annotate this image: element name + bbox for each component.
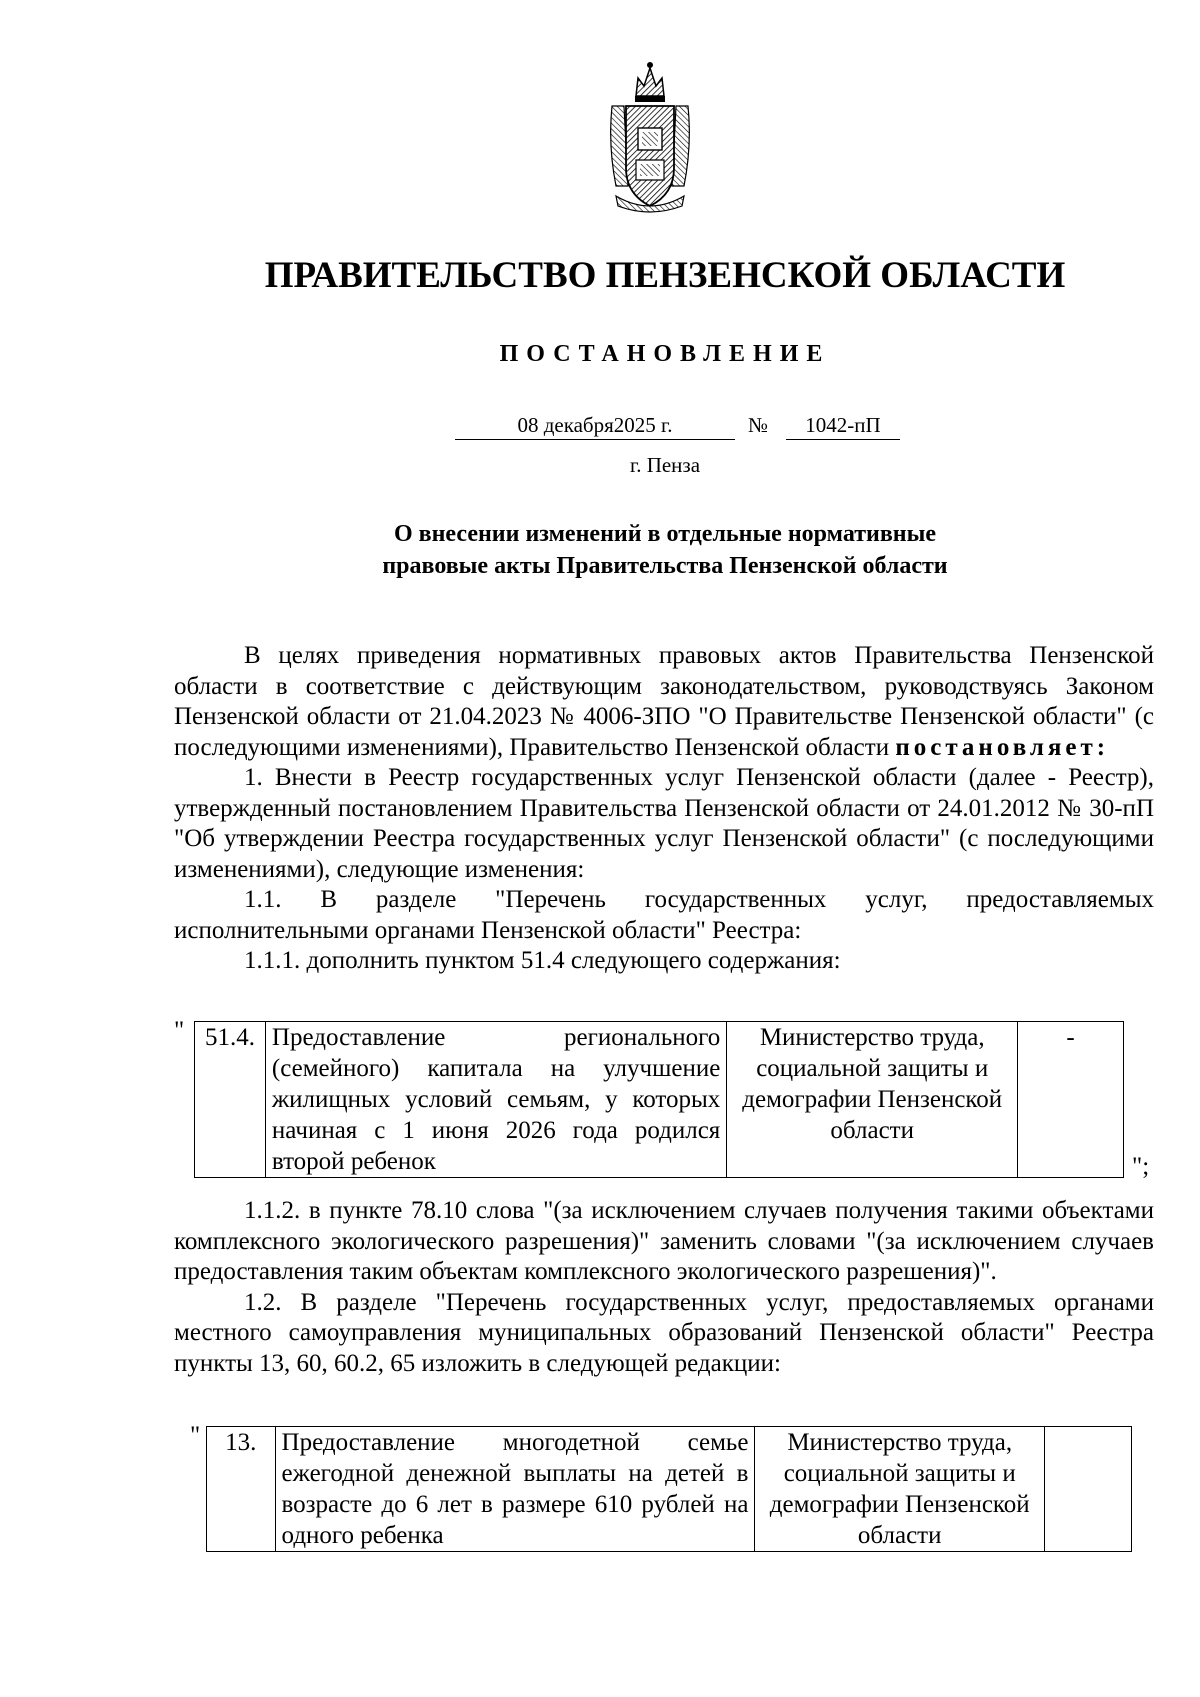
- place-of-issue: г. Пенза: [629, 453, 701, 477]
- paragraph-1-1: 1.1. В разделе "Перечень государственных услуг, предоставляемых исполнительными органами Пензенской области" Реестра:: [174, 886, 1154, 944]
- table2-open-quote: ": [190, 1422, 201, 1449]
- table2-organization-cell: Министерство труда, социальной защиты и демографии Пензенской области: [755, 1427, 1045, 1552]
- paragraph-1-2: 1.2. В разделе "Перечень государственных услуг, предоставляемых органами местного самоуправления муниципальных образований Пензенской области" Реестра пункты 13, 60, 60.2, 65 изложить в следующей редакции:: [174, 1288, 1154, 1377]
- table2-description-cell: Предоставление многодетной семье ежегодной денежной выплаты на детей в возрасте до 6 лет в размере 610 рублей на одного ребенка: [275, 1427, 755, 1552]
- number-sign: №: [748, 413, 769, 437]
- table1-close-mark: ";: [1132, 1153, 1150, 1180]
- subject-line-2: правовые акты Правительства Пензенской области: [382, 553, 948, 579]
- paragraph-1: 1. Внести в Реестр государственных услуг Пензенской области (далее - Реестр), утвержденный постановлением Правительства Пензенской области от 24.01.2012 № 30-пП "Об утверждении Реестра государственных услуг Пензенской области" (с последующими изменениями), следующие изменения:: [174, 764, 1154, 883]
- decree-word: постановляет:: [895, 733, 1110, 761]
- table1-open-quote: ": [174, 1017, 185, 1044]
- decree-subject: [300, 518, 1030, 582]
- government-name: ПРАВИТЕЛЬСТВО ПЕНЗЕНСКОЙ ОБЛАСТИ: [264, 255, 1066, 296]
- table1-extra-cell: -: [1018, 1022, 1124, 1178]
- table1-number-cell: 51.4.: [195, 1022, 266, 1178]
- subject-line-1: О внесении изменений в отдельные нормативные: [393, 521, 937, 547]
- paragraph-1-1-2: 1.1.2. в пункте 78.10 слова "(за исключением случаев получения такими объектами комплексного экологического разрешения)" заменить словами "(за исключением случаев предоставления таким объектам комплексного экологического разрешения)".: [174, 1197, 1154, 1285]
- table-row: [195, 1022, 1124, 1178]
- table1-description-cell: Предоставление регионального (семейного) капитала на улучшение жилищных условий семьям, у которых начиная с 1 июня 2026 года родился второй ребенок: [265, 1022, 726, 1178]
- paragraph-1-1-1: 1.1.1. дополнить пунктом 51.4 следующего содержания:: [244, 947, 841, 974]
- table2-number-cell: 13.: [207, 1427, 276, 1552]
- table2-grid: [206, 1426, 1132, 1552]
- decree-body-middle: [174, 1196, 1154, 1379]
- decree-date: 08 декабря2025 г.: [455, 412, 735, 440]
- document-type: ПОСТАНОВЛЕНИЕ: [499, 341, 831, 367]
- table1-grid: [194, 1021, 1124, 1178]
- registry-table-51-4: [174, 1017, 1150, 1180]
- intro-text: В целях приведения нормативных правовых актов Правительства Пензенской области в соответствие с действующим законодательством, руководствуясь Законом Пензенской области от 21.04.2023 № 4006-ЗПО "О Правительстве Пензенской области" (с последующими изменениями), Правительство Пензенской области: [174, 642, 1154, 761]
- table-row: [207, 1427, 1132, 1552]
- registry-table-13: [190, 1422, 1132, 1552]
- decree-body-top: [174, 641, 1154, 977]
- table1-organization-cell: Министерство труда, социальной защиты и демографии Пензенской области: [727, 1022, 1018, 1178]
- coat-of-arms-emblem: [606, 56, 694, 216]
- intro-paragraph: [174, 641, 1154, 763]
- table2-extra-cell: [1045, 1427, 1132, 1552]
- decree-number: 1042-пП: [786, 412, 900, 440]
